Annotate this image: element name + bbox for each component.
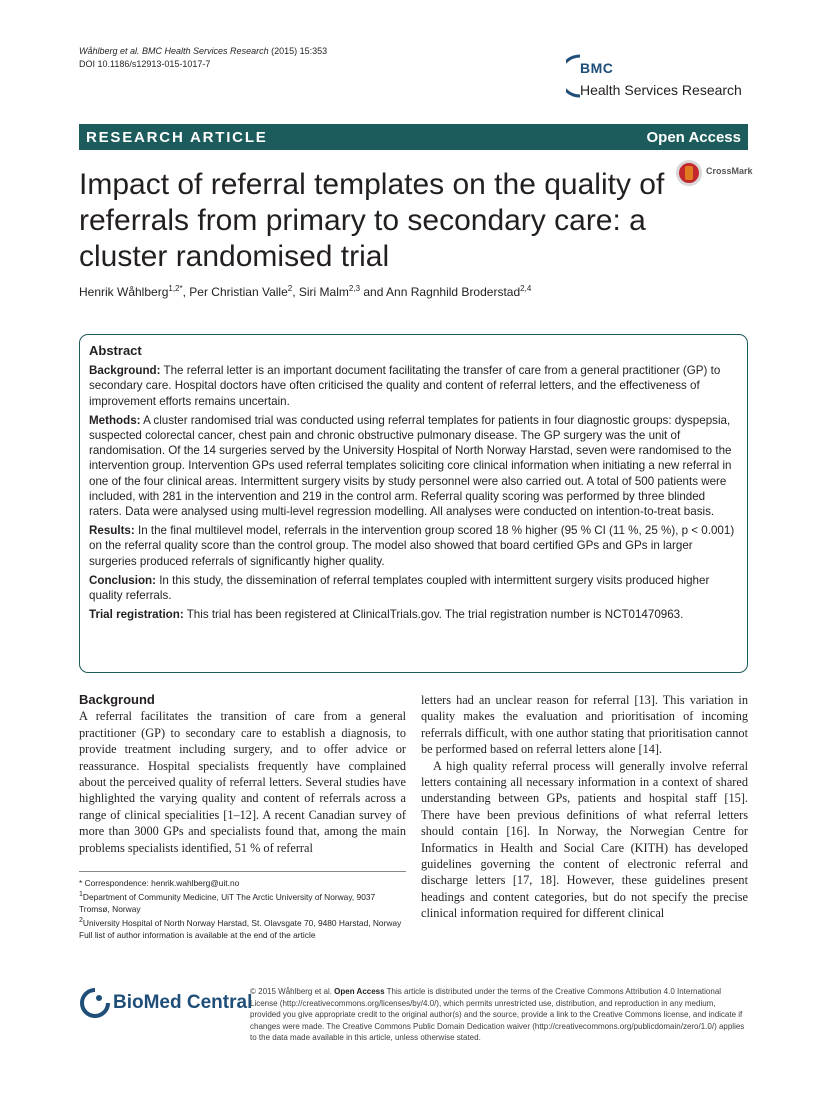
abstract-results (89, 523, 738, 569)
copyright: © 2015 Wåhlberg et al. (250, 987, 335, 996)
affiliation-2 (79, 915, 406, 929)
abstract-background (89, 363, 738, 409)
article-type: RESEARCH ARTICLE (86, 128, 268, 146)
body-column-right (421, 692, 748, 922)
body-paragraph: A high quality referral process will generally involve referral letters containing all necessary information in a context of shared understanding between GPs, patients and hospital staff [15]. There have been previous definitions of what referral letters should contain [16]. In Norway, the Norwegian Centre for Informatics in Health and Social Care (KITH) has developed guidelines governing the content of electronic referral and discharge letters [17, 18]. However, these guidelines present headings and content categories, but do not specify the precise clinical information required for different clinical (421, 758, 748, 921)
affiliation-number: 1 (79, 891, 83, 899)
publisher-name: BioMed Central (113, 992, 253, 1013)
abstract-section-text: This trial has been registered at ClinicalTrials.gov. The trial registration number is NCT01470963. (183, 608, 684, 622)
abstract-heading: Abstract (89, 343, 142, 358)
author-list (79, 284, 748, 299)
biomed-central-logo (79, 985, 253, 1021)
author-separator: , (182, 285, 190, 299)
author-info-note: Full list of author information is available at the end of the article (79, 930, 316, 941)
body-paragraph: letters had an unclear reason for referral [13]. This variation in quality makes the evaluation and prioritisation of incoming referrals difficult, with one author stating that prioritisation cannot be performed based on referral letters alone [14]. (421, 693, 748, 757)
citation-journal: Wåhlberg et al. BMC Health Services Research (79, 46, 269, 56)
abstract-trial-registration (89, 607, 738, 622)
abstract-section-text: In this study, the dissemination of referral templates coupled with intermittent surgery visits produced higher quality referrals. (89, 573, 710, 603)
citation-block (79, 45, 327, 71)
abstract-section-text: A cluster randomised trial was conducted using referral templates for patients in four diagnostic groups: dyspepsia, suspected colorectal cancer, chest pain and chronic obstructive pulmonary disease. The GP surgery was the unit of randomisation. Of the 14 surgeries served by the University Hospital of North Norway Harstad, seven were randomised to the intervention group. Intervention GPs used referral templates soliciting core clinical information when initiating a new referral in one of the four clinical areas. Intermittent surgery visits by study personnel were also carried out. A total of 500 patients were included, with 281 in the intervention and 219 in the control arm. Referral quality scoring was performed by three blinded raters. Data were analysed using multi-level regression modelling. All analyses were conducted on intention-to-treat basis. (89, 413, 732, 519)
abstract-section-label: Trial registration: (89, 608, 184, 622)
body-paragraph: A referral facilitates the transition of care from a general practitioner (GP) to secondary care to establish a diagnosis, to provide treatment including surgery, and to offer advice or reassurance. Hospital specialists frequently have complained about the perceived quality of referral letters. Several studies have highlighted the varying quality and content of referrals across a range of clinical specialities [1–12]. A recent Canadian survey of more than 3000 GPs and specialists found that, among the main problems specialists identified, 51 % of referral (79, 709, 406, 855)
abstract-section-label: Background: (89, 364, 161, 378)
citation-volume: (2015) 15:353 (268, 46, 328, 56)
crossmark-badge[interactable] (676, 160, 756, 188)
abstract-methods (89, 413, 738, 519)
abstract-section-label: Results: (89, 524, 135, 538)
article-title: Impact of referral templates on the quality of referrals from primary to secondary care: a cluster randomised trial (79, 168, 665, 273)
license-text (250, 986, 748, 1044)
biomed-central-swirl-icon (79, 987, 111, 1019)
license-open-access: Open Access (334, 987, 385, 996)
author-affiliation: 1,2* (168, 284, 183, 293)
abstract-section-label: Methods: (89, 413, 141, 427)
abstract-box (79, 334, 748, 673)
author-separator: and (360, 285, 387, 299)
article-type-banner (79, 124, 748, 150)
author-affiliation: 2,3 (348, 284, 361, 293)
author-name[interactable]: Siri Malm (298, 285, 349, 299)
abstract-section-text: The referral letter is an important document facilitating the transfer of care from a general practitioner (GP) to secondary care. Hospital doctors have often criticised the quality and content of referral letters, and the effectiveness of improvement efforts remains uncertain. (89, 364, 721, 408)
author-affiliation: 2,4 (520, 284, 532, 293)
section-heading: Background (79, 692, 155, 707)
author-name[interactable]: Per Christian Valle (189, 285, 288, 299)
abstract-section-text: In the final multilevel model, referrals in the intervention group scored 18 % higher (95 % CI (11 %, 25 %), p < 0.001) on the referral quality score than the control group. The model also showed that board certified GPs and GPs in larger surgeries produced referrals of significantly higher quality. (89, 524, 735, 568)
license-body: This article is distributed under the terms of the Creative Commons Attribution 4.0 International License (http://creativecommons.org/licenses/by/4.0/), which permits unrestricted use, distribution, and reproduction in any medium, provided you give appropriate credit to the original author(s) and the source, provide a link to the Creative Commons license, and indicate if changes were made. The Creative Commons Public Domain Dedication waiver (http://creativecommons.org/publicdomain/zero/1.0/) applies to the data made available in this article, unless otherwise stated. (250, 987, 745, 1043)
crossmark-label: CrossMark (706, 166, 753, 176)
author-affiliation: 2 (287, 284, 293, 293)
body-column-left (79, 692, 406, 870)
affiliation-number: 2 (79, 917, 83, 925)
journal-name: Health Services Research (580, 82, 742, 98)
affiliation-text: University Hospital of North Norway Harstad, St. Olavsgate 70, 9480 Harstad, Norway (82, 918, 402, 929)
doi[interactable]: DOI 10.1186/s12913-015-1017-7 (79, 59, 211, 69)
correspondence[interactable]: * Correspondence: henrik.wahlberg@uit.no (79, 878, 240, 888)
abstract-conclusion (89, 573, 738, 603)
open-access-label: Open Access (646, 128, 741, 146)
abstract-section-label: Conclusion: (89, 573, 156, 587)
affiliation-1 (79, 889, 406, 915)
author-separator: , (292, 285, 299, 299)
author-name[interactable]: Ann Ragnhild Broderstad (386, 285, 521, 299)
author-name[interactable]: Henrik Wåhlberg (79, 285, 169, 299)
bmc-logo-text: BMC (580, 60, 614, 76)
footnotes (79, 871, 406, 942)
affiliation-text: Department of Community Medicine, UiT The Arctic University of Norway, 9037 Tromsø, Norway (79, 892, 376, 915)
crossmark-icon (676, 160, 702, 186)
bmc-journal-logo (566, 54, 751, 104)
